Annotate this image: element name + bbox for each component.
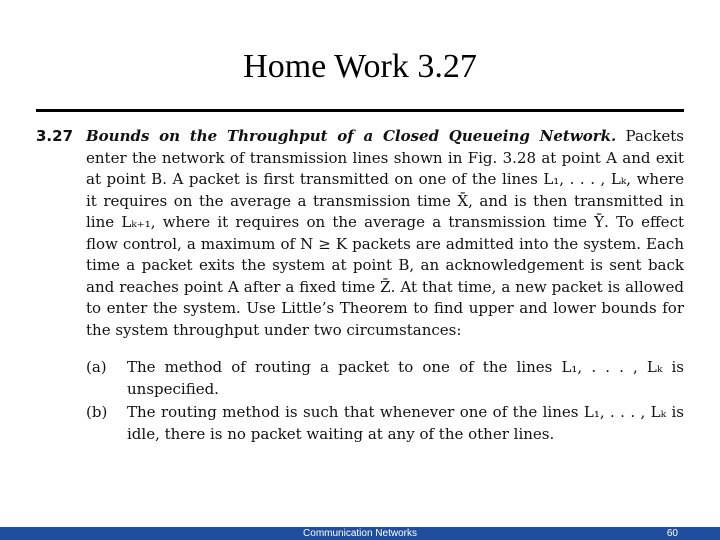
problem-parts [36,357,684,445]
part-label: (b) [86,403,108,421]
problem-part-a [86,357,684,400]
footer-label: Communication Networks [303,528,417,539]
problem-number: 3.27 [36,127,74,145]
problem-statement [86,126,684,341]
title-divider [36,109,684,112]
problem-body: Packets enter the network of transmission lines shown in Fig. 3.28 at point A and exit at point B. A packet is first transmitted on one of the lines L₁, . . . , Lₖ, where it requires on the average a transmission time X̄, and is then transmitted in line Lₖ₊₁, where it requires on the average a transmission time Ȳ. To effect flow control, a maximum of N ≥ K packets are admitted into the system. Each time a packet exits the system at point B, an acknowledgement is sent back and reaches point A after a fixed time Z̄. At that time, a new packet is allowed to enter the system. Use Little’s Theorem to find upper and lower bounds for the system throughput under two circumstances: [86,127,684,339]
footer-bar [0,527,720,540]
problem-image [36,126,684,447]
part-text: The routing method is such that whenever one of the lines L₁, . . . , Lₖ is idle, there is no packet waiting at any of the other lines. [127,403,684,443]
part-label: (a) [86,358,107,376]
slide-title: Home Work 3.27 [243,48,477,85]
problem-part-b [86,402,684,445]
problem-heading: Bounds on the Throughput of a Closed Queueing Network. [86,127,617,145]
part-text: The method of routing a packet to one of the lines L₁, . . . , Lₖ is unspecified. [127,358,684,398]
page-number: 60 [666,528,678,539]
